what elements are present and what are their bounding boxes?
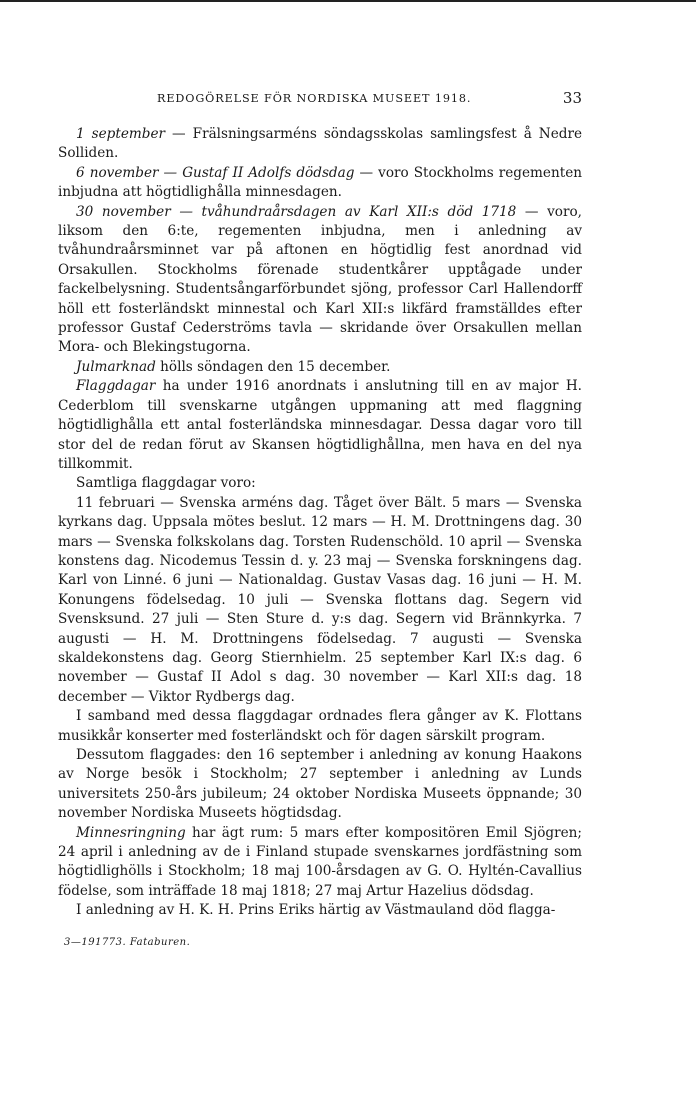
paragraph-minnesringning [58,824,582,902]
paragraph-dessutom [58,746,582,824]
paragraph-text: Samtliga flaggdagar voro: [76,475,256,492]
paragraph-lead: Minnesringning [76,824,186,841]
paragraph-lead: Julmarknad [76,358,156,375]
paragraph-text: 11 februari — Svenska arméns dag. Tåget över Bält. 5 mars — Svenska kyrkans dag. Uppsala mötes beslut. 12 mars — H. M. Drottningens dag. 30 mars — Svenska folkskolans dag. Torsten Rudenschöld. 10 april — Svenska konstens dag. Nicodemus Tessin d. y. 23 maj — Svenska forskningens dag. Karl von Linné. 6 juni — Nationaldag. Gustav Vasas dag. 16 juni — H. M. Konungens födelsedag. 10 juli — Svenska flottans dag. Segern vid Svensksund. 27 juli — Sten Sture d. y:s dag. Segern vid Brännkyrka. 7 augusti — H. M. Drottningens födelsedag. 7 augusti — Svenska skaldekonstens dag. Georg Stiernhielm. 25 september Karl IX:s dag. 6 november — Gustaf II Adol s dag. 30 november — Karl XII:s dag. 18 december — Viktor Rydbergs dag. [58,494,582,705]
page-body [58,125,582,921]
paragraph-text: ha under 1916 anordnats i anslutning till en av major H. Cederblom till svenskarne utgången uppmaning att med flaggning högtidlighålla ett antal fosterländska minnesdagar. Dessa dagar voro till stor del de redan förut av Skansen högtidlighållna, men hava en del nya tillkommit. [58,378,582,472]
page-number: 33 [562,89,582,107]
paragraph-6-november [58,164,582,203]
paragraph-text: I anledning av H. K. H. Prins Eriks härtig av Västmauland död flagga- [76,902,556,919]
paragraph-text: — Frälsningsarméns söndagsskolas samlingsfest å Nedre Solliden. [58,126,582,162]
paragraph-text: Dessutom flaggades: den 16 september i anledning av konung Haakons av Norge besök i Stockholm; 27 september i anledning av Lunds universitets 250-års jubileum; 24 oktober Nordiska Museets öppnande; 30 november Nordiska Museets högtidsdag. [58,747,582,822]
running-title: REDOGÖRELSE FÖR NORDISKA MUSEET 1918. [157,92,472,105]
page-top-edge [0,0,696,2]
paragraph-text: — voro Stockholms regementen inbjudna att högtidlighålla minnesdagen. [58,164,582,201]
paragraph-konserter [58,707,582,746]
paragraph-text: I samband med dessa flaggdagar ordnades flera gånger av K. Flottans musikkår konserter med fosterländskt och för dagen särskilt program. [58,708,582,744]
paragraph-text: har ägt rum: 5 mars efter kompositören Emil Sjögren; 24 april i anledning av de i Finland stupade svenskarnes jordfästning som högtidlighölls i Stockholm; 18 maj 100-årsdagen av G. O. Hyltén-Cavallius födelse, som inträffade 18 maj 1818; 27 maj Artur Hazelius dödsdag. [58,824,582,899]
paragraph-flag-day-list [58,494,582,707]
paragraph-1-september [58,125,582,164]
paragraph-lead: Flaggdagar [76,378,156,395]
paragraph-samtliga [58,474,582,493]
page-header [0,89,696,112]
printer-signature: 3—191773. Fataburen. [64,937,191,948]
paragraph-julmarknad [58,358,582,377]
paragraph-text: — voro, liksom den 6:te, regementen inbjudna, men i anledning av tvåhundraårsminnet var på aftonen en högtidlig fest anordnad vid Orsakullen. Stockholms förenade studentkårer upptågade under fackelbelysning. Studentsångarförbundet sjöng, professor Carl Hallendorff höll ett fosterländskt minnestal och Karl XII:s likfärd framställdes efter professor Gustaf Cederströms tavla — skridande över Orsakullen mellan Mora- och Blekingstugorna. [58,203,582,356]
paragraph-lead: 30 november — tvåhundraårsdagen av Karl XII:s död 1718 [76,203,517,220]
paragraph-30-november [58,203,582,358]
paragraph-prins-erik [58,901,582,920]
paragraph-lead: 1 september [76,126,166,142]
paragraph-flaggdagar [58,377,582,474]
paragraph-text: hölls söndagen den 15 december. [155,358,391,375]
paragraph-lead: 6 november — Gustaf II Adolfs dödsdag [76,164,355,181]
